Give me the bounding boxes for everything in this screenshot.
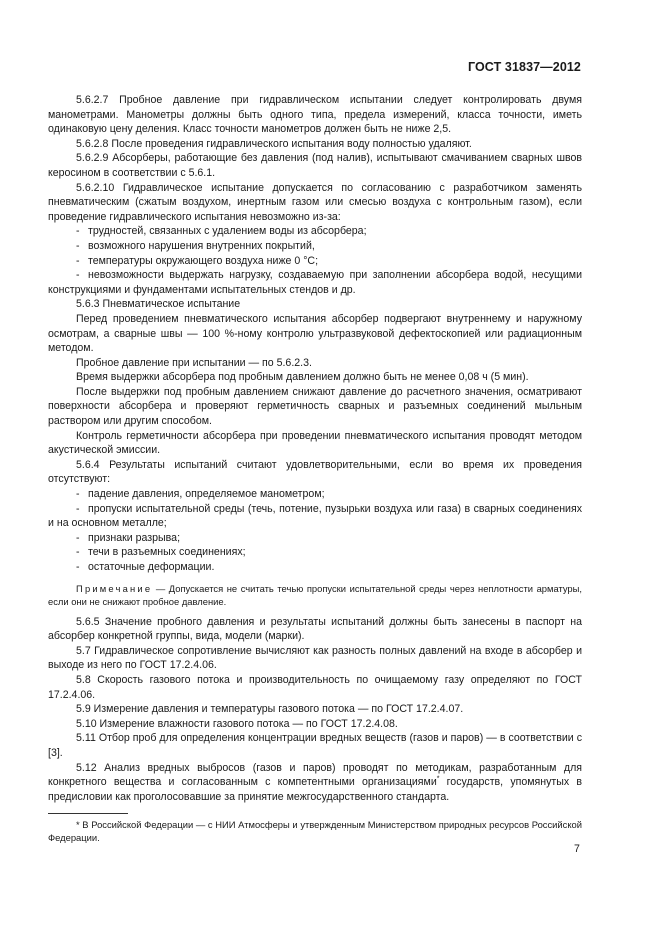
list-item-text: пропуски испытательной среды (течь, потение, пузырьки воздуха или газа) в сварных соединениях и на основном металле; — [48, 502, 582, 530]
list-item-text: остаточные деформации. — [88, 561, 215, 573]
list-item — [48, 268, 582, 297]
paragraph-5-12-text-b: государств, упомянутых в предисловии как проголосовавшие за принятие межгосударственного стандарта. — [48, 776, 582, 803]
paragraph-5-6-3-d: После выдержки под пробным давлением снижают давление до расчетного значения, осматривают поверхности абсорбера и проверяют герметичность сварных и разъемных соединений мыльным раствором или другим способом. — [48, 385, 582, 428]
list-item — [48, 560, 582, 575]
list-dash: - — [76, 546, 80, 559]
standard-header: ГОСТ 31837—2012 — [467, 60, 581, 74]
page-number: 7 — [574, 843, 580, 855]
paragraph-5-8: 5.8 Скорость газового потока и производительность по очищаемому газу определяют по ГОСТ 17.2.4.06. — [48, 673, 582, 701]
paragraph-5-12-text-a: 5.12 Анализ вредных выбросов (газов и паров) проводят по методикам, разработанным для конкретного вещества и согласованным с компетентными организациями — [48, 761, 582, 789]
body-text — [48, 93, 582, 804]
paragraph-5-9: 5.9 Измерение давления и температуры газового потока — по ГОСТ 17.2.4.07. — [76, 703, 464, 716]
footnote-divider — [48, 813, 128, 814]
paragraph-5-6-3-a: Перед проведением пневматического испытания абсорбер подвергают внутреннему и наружному осмотрам, а сварные швы — 100 %-ному контролю ультразвуковой дефектоскопией или радиационным методом. — [48, 312, 582, 355]
list-item-text: температуры окружающего воздуха ниже 0 °C; — [88, 254, 319, 267]
list-item — [48, 531, 582, 546]
list-item-text: трудностей, связанных с удалением воды из абсорбера; — [88, 225, 367, 238]
list-dash: - — [76, 561, 80, 573]
list-dash: - — [76, 225, 80, 238]
list-item — [48, 224, 582, 239]
paragraph-5-12 — [48, 761, 582, 805]
note-text: — Допускается не считать течью пропуски испытательной среды через неплотности арматуры, если они не снижают пробное давление. — [48, 582, 582, 607]
paragraph-5-6-4: 5.6.4 Результаты испытаний считают удовлетворительными, если во время их проведения отсутствуют: — [48, 458, 582, 486]
note-label: Примечание — [76, 582, 153, 594]
paragraph-5-6-2-9: 5.6.2.9 Абсорберы, работающие без давления (под налив), испытывают смачиванием сварных швов керосином в соответствии с 5.6.1. — [48, 152, 582, 179]
paragraph-5-11: 5.11 Отбор проб для определения концентрации вредных веществ (газов и паров) — в соответствии с [3]. — [48, 732, 582, 759]
footnote-marker[interactable]: * — [436, 775, 440, 783]
list-dash: - — [76, 239, 80, 252]
paragraph-5-6-3-e: Контроль герметичности абсорбера при проведении пневматического испытания проводят методом акустической эмиссии. — [48, 429, 582, 457]
list-item — [48, 487, 582, 502]
note — [48, 582, 582, 608]
list-item-text: невозможности выдержать нагрузку, создаваемую при заполнении абсорбера водой, несущими конструкциями и фундаментами испытательных стендов и др. — [48, 269, 582, 296]
paragraph-5-6-3-heading: 5.6.3 Пневматическое испытание — [76, 298, 241, 311]
paragraph-5-6-2-8: 5.6.2.8 После проведения гидравлического испытания воду полностью удаляют. — [76, 137, 472, 150]
list-dash: - — [76, 269, 80, 282]
list-dash: - — [76, 488, 80, 501]
list-item — [48, 545, 582, 560]
list-item-text: течи в разъемных соединениях; — [88, 546, 246, 559]
paragraph-5-6-3-c: Время выдержки абсорбера под пробным давлением должно быть не менее 0,08 ч (5 мин). — [76, 371, 529, 384]
list-item-text: падение давления, определяемое манометром; — [88, 488, 325, 501]
list-dash: - — [76, 254, 80, 267]
list-item — [48, 502, 582, 531]
list-item-text: признаки разрыва; — [88, 531, 181, 544]
paragraph-5-6-5: 5.6.5 Значение пробного давления и результаты испытаний должны быть занесены в паспорт на абсорбер конкретной группы, вида, модели (марки). — [48, 615, 582, 643]
list-item-text: возможного нарушения внутренних покрытий, — [88, 239, 315, 252]
paragraph-5-6-2-10: 5.6.2.10 Гидравлическое испытание допускается по согласованию с разработчиком заменять пневматическим (сжатым воздухом, инертным газом или смесью воздуха с контрольным газом), если проведение гидравлического испытания невозможно из-за: — [48, 181, 582, 223]
paragraph-5-6-2-7: 5.6.2.7 Пробное давление при гидравлическом испытании следует контролировать двумя манометрами. Манометры должны быть одного типа, предела измерений, класса точности, иметь одинаковую цену деления. Класс точности манометров должен быть не ниже 2,5. — [48, 94, 582, 136]
list-dash: - — [76, 531, 80, 544]
paragraph-5-10: 5.10 Измерение влажности газового потока — по ГОСТ 17.2.4.08. — [76, 717, 398, 730]
list-item — [48, 254, 582, 269]
footnote: * В Российской Федерации — с НИИ Атмосферы и утвержденным Министерством природных ресурсов Российской Федерации. — [48, 819, 582, 843]
paragraph-5-6-3-b: Пробное давление при испытании — по 5.6.2.3. — [76, 356, 312, 369]
paragraph-5-7: 5.7 Гидравлическое сопротивление вычисляют как разность полных давлений на входе в абсорбер и выходе из него по ГОСТ 17.2.4.06. — [48, 644, 582, 672]
list-item — [48, 239, 582, 254]
list-dash: - — [76, 502, 80, 515]
